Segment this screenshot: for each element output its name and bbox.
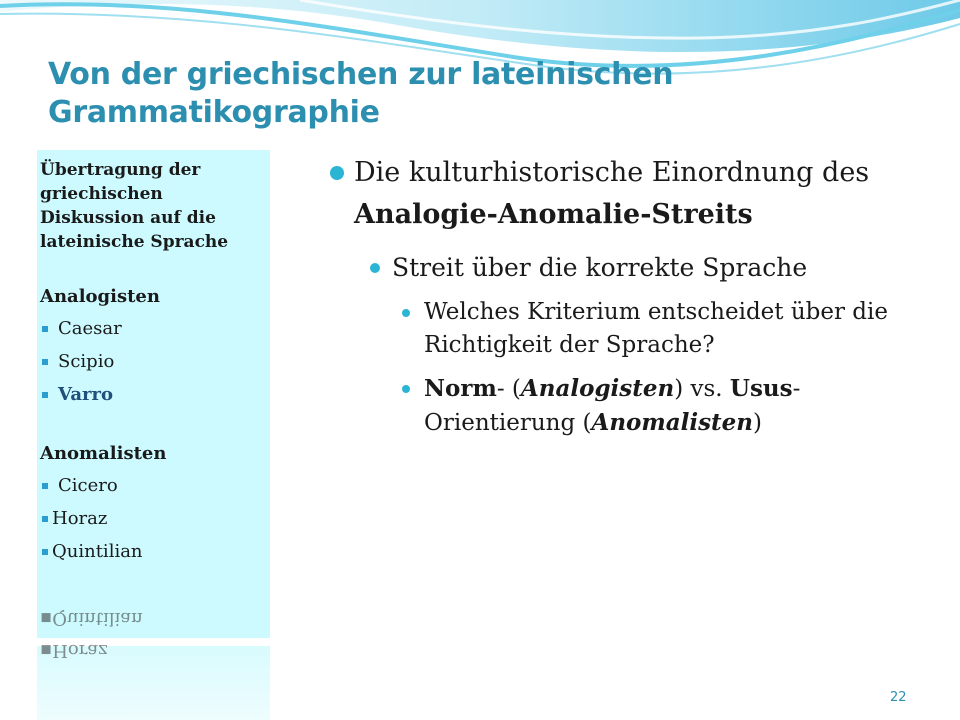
- bullet-dot-icon: [402, 309, 410, 317]
- bullet-level3: [330, 372, 910, 440]
- anomalisten-term: Anomalisten: [591, 409, 754, 436]
- main-content: [330, 152, 910, 440]
- anomalist-item: Quintilian: [40, 535, 266, 568]
- analogisten-term: Analogisten: [520, 375, 675, 402]
- analogists-list: [40, 312, 266, 411]
- page-number: 22: [890, 690, 907, 705]
- slide-title: Von der griechischen zur lateinischen Grammatikographie: [48, 57, 674, 130]
- bullet-dot-icon: [370, 263, 380, 273]
- analogist-item: Varro: [40, 378, 266, 411]
- norm-term: Norm: [424, 375, 497, 402]
- usus-term: Usus: [729, 375, 793, 402]
- analogists-label: Analogisten: [40, 286, 160, 307]
- sidebar-heading: Übertragung der griechischen Diskussion auf die lateinische Sprache: [40, 160, 229, 252]
- bullet-level2: [330, 250, 910, 286]
- reflection-item: Horaz: [52, 640, 108, 661]
- anomalists-list: [40, 469, 266, 568]
- bullet-text: Streit über die korrekte Sprache: [392, 253, 808, 282]
- analogist-item: Caesar: [40, 312, 266, 345]
- anomalists-label: Anomalisten: [40, 443, 167, 464]
- reflection-text: ▪Horaz ▪Quintilian: [40, 608, 143, 661]
- sidebar-panel: [37, 150, 270, 638]
- bullet-text-bold: Analogie-Anomalie-Streits: [354, 199, 753, 230]
- analogist-item: Scipio: [40, 345, 266, 378]
- bullet-dot-icon: [330, 166, 344, 180]
- bullet-level3: [330, 296, 910, 362]
- reflection-item: Quintilian: [52, 608, 143, 629]
- bullet-text: ) vs.: [674, 376, 730, 402]
- bullet-text: -Orientierung (: [424, 376, 801, 436]
- bullet-text: ): [753, 410, 763, 436]
- bullet-level1: [330, 152, 910, 236]
- anomalist-item: Cicero: [40, 469, 266, 502]
- bullet-text: - (: [496, 376, 521, 402]
- bullet-text: Welches Kriterium entscheidet über die Richtigkeit der Sprache?: [424, 299, 888, 358]
- bullet-text: Die kulturhistorische Einordnung des: [354, 157, 870, 188]
- sidebar-reflection: [37, 608, 270, 720]
- anomalist-item: Horaz: [40, 502, 266, 535]
- bullet-dot-icon: [402, 385, 410, 393]
